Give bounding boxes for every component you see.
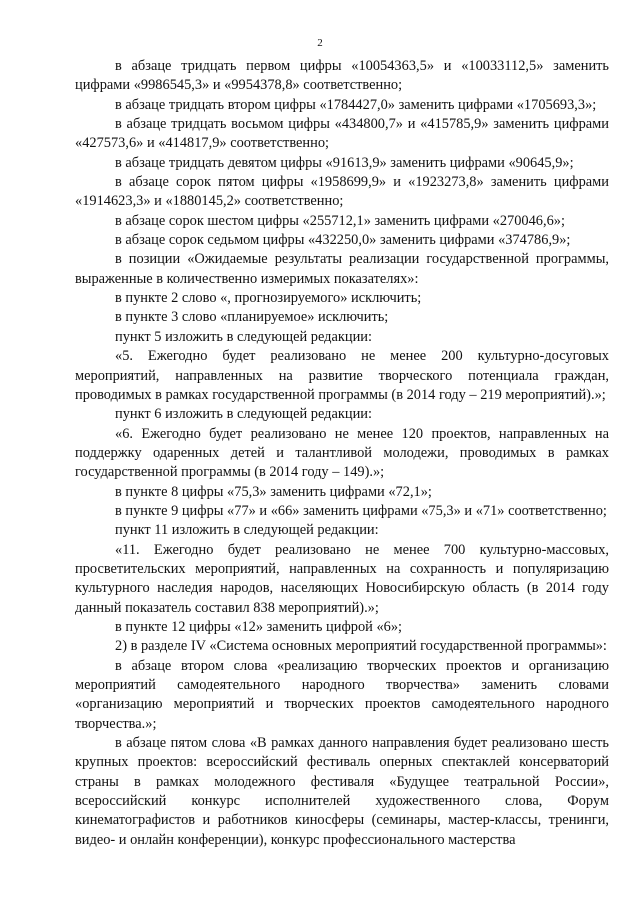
paragraph: в абзаце пятом слова «В рамках данного направления будет реализовано шесть крупных проектов: всероссийский фестиваль оперных спектаклей консерваторий страны в рамках молодежного фестиваля «Будущее театральной России», всероссийский конкурс исполнителей художественного слова, Форум кинематографистов и работников киносферы (семинары, мастер-классы, тренинги, видео- и онлайн конференции), конкурс профессионального мастерства (75, 735, 609, 848)
paragraph: в абзаце тридцать девятом цифры «91613,9» заменить цифрами «90645,9»; (115, 154, 574, 171)
paragraph: 2) в разделе IV «Система основных мероприятий государственной программы»: (115, 638, 607, 655)
paragraph: в абзаце втором слова «реализацию творческих проектов и организацию мероприятий самодеятельного народного творчества» заменить словами «организацию мероприятий и творческих проектов самодеятельного народного творчества.»; (75, 657, 609, 732)
paragraph: в абзаце тридцать восьмом цифры «434800,7» и «415785,9» заменить цифрами «427573,6» и «414817,9» соответственно; (75, 116, 609, 152)
paragraph: «11. Ежегодно будет реализовано не менее 700 культурно-массовых, просветительских мероприятий, направленных на сохранность и популяризацию культурного наследия народов, населяющих Новосибирскую область (в 2014 году данный показатель составил 838 мероприятий).»; (75, 541, 609, 616)
paragraph: в абзаце тридцать первом цифры «10054363,5» и «10033112,5» заменить цифрами «9986545,3» и «9954378,8» соответственно; (75, 58, 609, 94)
document-body (75, 57, 609, 850)
paragraph: в пункте 9 цифры «77» и «66» заменить цифрами «75,3» и «71» соответственно; (115, 502, 607, 519)
paragraph: «6. Ежегодно будет реализовано не менее 120 проектов, направленных на поддержку одаренных детей и талантливой молодежи, проводимых в рамках государственной программы (в 2014 году – 149).»; (75, 425, 609, 481)
paragraph: пункт 11 изложить в следующей редакции: (115, 522, 379, 539)
paragraph: пункт 6 изложить в следующей редакции: (115, 406, 372, 423)
paragraph: в пункте 2 слово «, прогнозируемого» исключить; (115, 290, 422, 307)
paragraph: в позиции «Ожидаемые результаты реализации государственной программы, выраженные в количественно измеримых показателях»: (75, 251, 609, 287)
paragraph: в пункте 3 слово «планируемое» исключить; (115, 309, 389, 326)
paragraph: в абзаце сорок седьмом цифры «432250,0» заменить цифрами «374786,9»; (115, 232, 571, 249)
paragraph: в пункте 8 цифры «75,3» заменить цифрами «72,1»; (115, 483, 432, 500)
page-number: 2 (317, 37, 323, 49)
paragraph: пункт 5 изложить в следующей редакции: (115, 328, 372, 345)
paragraph: в абзаце тридцать втором цифры «1784427,0» заменить цифрами «1705693,3»; (115, 96, 597, 113)
paragraph: «5. Ежегодно будет реализовано не менее 200 культурно-досуговых мероприятий, направленных на развитие творческого потенциала граждан, проводимых в рамках государственной программы (в 2014 году – 219 мероприятий).»; (75, 348, 609, 403)
paragraph: в абзаце сорок шестом цифры «255712,1» заменить цифрами «270046,6»; (115, 212, 565, 229)
paragraph: в пункте 12 цифры «12» заменить цифрой «6»; (115, 618, 403, 635)
paragraph: в абзаце сорок пятом цифры «1958699,9» и «1923273,8» заменить цифрами «1914623,3» и «1880145,2» соответственно; (75, 174, 609, 210)
